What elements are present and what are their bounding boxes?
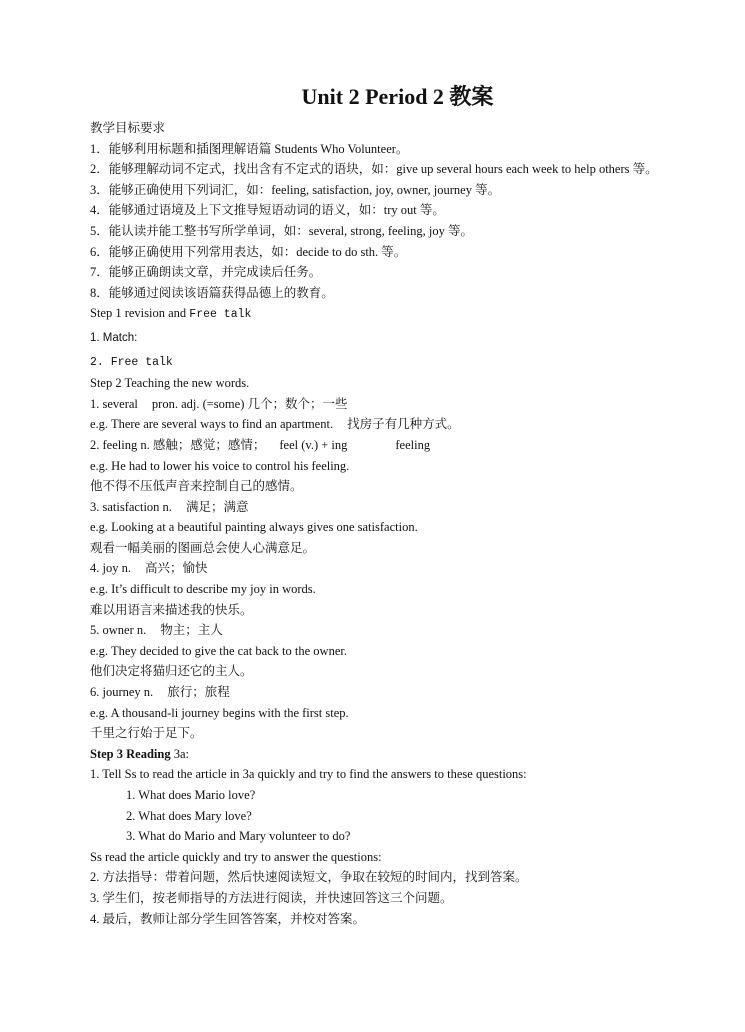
word-meaning: 物主；主人 — [160, 623, 223, 638]
step3-point: 3. 学生们，按老师指导的方法进行阅读，并快速回答这三个问题。 — [90, 890, 453, 905]
word-entry — [90, 497, 670, 518]
word-example-en: e.g. A thousand-li journey begins with the first step. — [90, 705, 349, 720]
word-entry — [90, 682, 670, 703]
objectives-heading: 教学目标要求 — [90, 121, 166, 135]
step3-point: 4. 最后，教师让部分学生回答答案，并校对答案。 — [90, 911, 366, 926]
step3-task: 1. Tell Ss to read the article in 3a quickly and try to find the answers to these questions: — [90, 767, 527, 782]
word-meaning: 满足；满意 — [185, 499, 249, 514]
step1-heading — [90, 303, 670, 324]
step3-heading-rest: 3a: — [170, 746, 189, 761]
document-body — [90, 118, 670, 929]
word-example-cn: 千里之行始于足下。 — [90, 726, 203, 741]
word-meaning: 旅行；旅程 — [167, 685, 230, 700]
word-term: 4. joy n. — [90, 561, 131, 576]
word-result: feeling — [395, 437, 431, 452]
step3-question: 1. What does Mario love? — [126, 788, 256, 802]
word-term: 1. several — [90, 396, 138, 411]
objective-item: 2．能够理解动词不定式，找出含有不定式的语块，如：give up several hours each week to help others 等。 — [90, 162, 658, 177]
step1-match: 1. Match: — [90, 331, 138, 344]
objective-item: 7．能够正确朗读文章，并完成读后任务。 — [90, 265, 322, 280]
step1-heading-free-talk: Free talk — [189, 308, 252, 322]
objective-item: 5．能认读并能工整书写所学单词，如：several, strong, feeling, joy 等。 — [90, 223, 473, 238]
word-meaning: 感触；感觉；感情； — [152, 437, 266, 452]
word-term: 6. journey n. — [90, 685, 154, 700]
word-entry — [90, 435, 670, 456]
objective-item: 3．能够正确使用下列词汇，如：feeling, satisfaction, joy, owner, journey 等。 — [90, 182, 501, 197]
example-en: e.g. There are several ways to find an apartment. — [90, 417, 334, 432]
step3-question: 2. What does Mary love? — [126, 808, 252, 823]
step3-question: 3. What do Mario and Mary volunteer to do? — [126, 829, 351, 844]
step3-heading — [90, 744, 670, 765]
page-title: Unit 2 Period 2 教案 — [301, 84, 494, 109]
word-example-en: e.g. He had to lower his voice to control his feeling. — [90, 458, 350, 473]
step2-heading: Step 2 Teaching the new words. — [90, 376, 250, 391]
word-term: 2. feeling n. — [90, 437, 150, 452]
word-example-en: e.g. Looking at a beautiful painting always gives one satisfaction. — [90, 520, 418, 535]
word-meaning: 几个；数个；一些 — [247, 396, 348, 411]
word-example-cn: 难以用语言来描述我的快乐。 — [90, 602, 253, 617]
word-entry — [90, 558, 670, 579]
word-example-cn: 他们决定将猫归还它的主人。 — [90, 664, 253, 679]
step3-point: 2. 方法指导：带着问题，然后快速阅读短文，争取在较短的时间内，找到答案。 — [90, 870, 528, 885]
step1-heading-text: Step 1 revision and — [90, 306, 190, 321]
word-example — [90, 414, 670, 435]
word-pos: pron. adj. (=some) — [151, 396, 245, 411]
word-example-en: e.g. They decided to give the cat back to the owner. — [90, 643, 347, 658]
word-example-cn: 他不得不压低声音来控制自己的感情。 — [90, 479, 303, 494]
word-rule: feel (v.) + ing — [279, 437, 348, 452]
word-entry — [90, 620, 670, 641]
objective-item: 1．能够利用标题和插图理解语篇 Students Who Volunteer。 — [90, 141, 409, 156]
example-cn: 找房子有几种方式。 — [347, 417, 460, 432]
word-meaning: 高兴；愉快 — [144, 561, 208, 576]
word-term: 5. owner n. — [90, 623, 147, 638]
objective-item: 8．能够通过阅读该语篇获得品德上的教育。 — [90, 285, 334, 300]
step3-ss-read: Ss read the article quickly and try to answer the questions: — [90, 849, 382, 864]
word-entry — [90, 394, 670, 415]
word-example-en: e.g. It’s difficult to describe my joy in words. — [90, 582, 316, 597]
step3-heading-bold: Step 3 Reading — [90, 746, 171, 761]
objective-item: 6．能够正确使用下列常用表达，如：decide to do sth. 等。 — [90, 244, 407, 259]
word-example-cn: 观看一幅美丽的图画总会使人心满意足。 — [90, 540, 316, 555]
objective-item: 4．能够通过语境及上下文推导短语动词的语义，如：try out 等。 — [90, 203, 445, 218]
step1-free-talk: 2. Free talk — [90, 355, 173, 369]
word-term: 3. satisfaction n. — [90, 499, 172, 514]
